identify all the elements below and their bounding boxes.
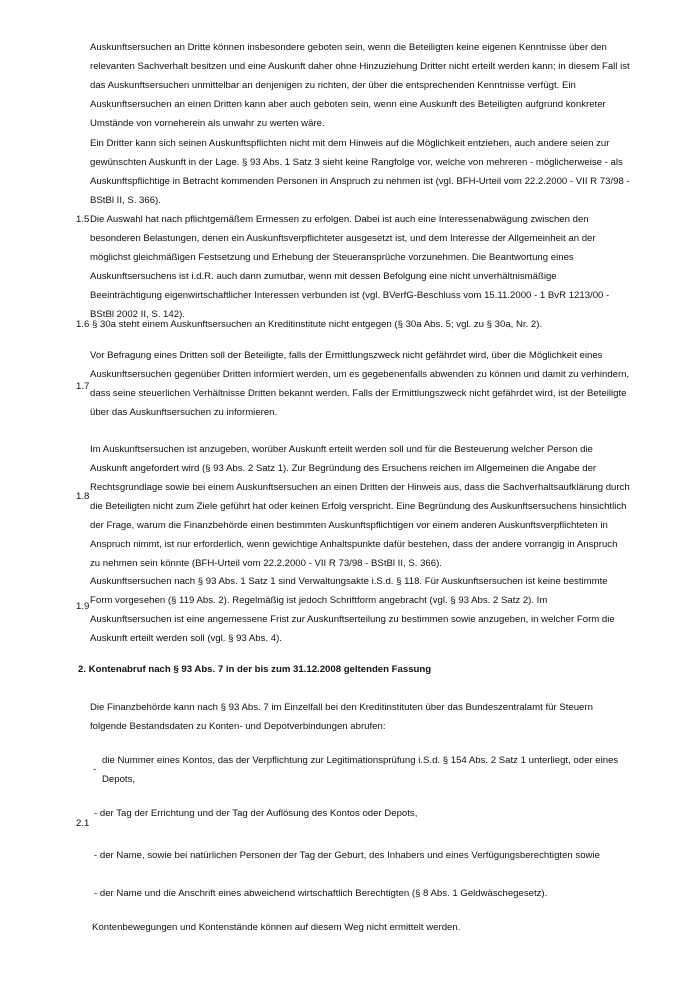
section-heading-2: 2. Kontenabruf nach § 93 Abs. 7 in der bis zum 31.12.2008 geltenden Fassung bbox=[78, 664, 432, 675]
section-number-1-8: 1.8 bbox=[76, 491, 90, 502]
paragraph-1-8: Im Auskunftsersuchen ist anzugeben, worüber Auskunft erteilt werden soll und für die Besteuerung welcher Person die Auskunft angefordert wird (§ 93 Abs. 2 Satz 1). Zur Begründung des Ersuchens reichen im Allgemeinen die Angabe der Rechtsgrundlage sowie bei einem Auskunftsersuchen an einen Dritten der Hinweis aus, dass die Sachverhaltsaufklärung durch die Beteiligten nicht zum Ziele geführt hat oder keinen Erfolg verspricht. Eine Begründung des Auskunftsersuchens hinsichtlich der Frage, warum die Finanzbehörde einen bestimmten Auskunftspflichtigen vor einem anderen Auskunftsverpflichteten in Anspruch nimmt, ist nur erforderlich, wenn gewichtige Anhaltspunkte dafür bestehen, dass der andere vorrangig in Anspruch zu nehmen sein könnte (BFH-Urteil vom 22.2.2000 - VII R 73/98 - BStBl II, S. 366). bbox=[90, 444, 630, 569]
paragraph-kontenbewegungen: Kontenbewegungen und Kontenstände können auf diesem Weg nicht ermittelt werden. bbox=[92, 922, 461, 933]
section-number-1-6: 1.6 bbox=[76, 319, 90, 330]
list-dash-1: - bbox=[93, 764, 97, 775]
section-number-1-7: 1.7 bbox=[76, 381, 90, 392]
paragraph-1-9: Auskunftsersuchen nach § 93 Abs. 1 Satz 1 sind Verwaltungsakte i.S.d. § 118. Für Auskunftsersuchen ist keine bestimmte Form vorgesehen (§ 119 Abs. 2). Regelmäßig ist jedoch Schriftform angebracht (vgl. § 93 Abs. 2 Satz 2). Im Auskunftsersuchen ist eine angemessene Frist zur Auskunftserteilung zu bestimmen sowie anzugeben, in welcher Form die Auskunft erteilt werden soll (vgl. § 93 Abs. 4). bbox=[90, 576, 615, 644]
section-number-1-9: 1.9 bbox=[76, 601, 90, 612]
paragraph-dritter-auskunftspflichten: Ein Dritter kann sich seinen Auskunftspflichten nicht mit dem Hinweis auf die Möglichkeit entziehen, auch andere seien zur gewünschten Auskunft in der Lage. § 93 Abs. 1 Satz 3 sieht keine Rangfolge vor, welche von mehreren - möglicherweise - als Auskunftspflichtige in Betracht kommenden Personen in Anspruch zu nehmen ist (vgl. BFH-Urteil vom 22.2.2000 - VII R 73/98 - BStBl II, S. 366). bbox=[90, 138, 630, 206]
paragraph-1-6: § 30a steht einem Auskunftsersuchen an Kreditinstitute nicht entgegen (§ 30a Abs. 5; vgl. zu § 30a, Nr. 2). bbox=[92, 319, 543, 330]
paragraph-kontenabruf-intro: Die Finanzbehörde kann nach § 93 Abs. 7 im Einzelfall bei den Kreditinstituten über das Bundeszentralamt für Steuern folgende Bestandsdaten zu Konten- und Depotverbindungen abrufen: bbox=[90, 702, 593, 732]
paragraph-auskunftsersuchen-dritte: Auskunftsersuchen an Dritte können insbesondere geboten sein, wenn die Beteiligten keine eigenen Kenntnisse über den relevanten Sachverhalt besitzen und eine Auskunft daher ohne Hinzuziehung Dritter nicht erteilt werden kann; in diesem Fall ist das Auskunftsersuchen unmittelbar an denjenigen zu richten, der über die entsprechenden Kenntnisse verfügt. Ein Auskunftsersuchen an einen Dritten kann aber auch geboten sein, wenn eine Auskunft des Beteiligten aufgrund konkreter Umstände von vorneherein als unwahr zu werten wäre. bbox=[90, 42, 630, 129]
paragraph-1-5: Die Auswahl hat nach pflichtgemäßem Ermessen zu erfolgen. Dabei ist auch eine Interessenabwägung zwischen den besonderen Belastungen, denen ein Auskunftsverpflichteter ausgesetzt ist, und dem Interesse der Allgemeinheit an der möglichst gleichmäßigen Festsetzung und Erhebung der Steueransprüche vorzunehmen. Die Beantwortung eines Auskunftsersuchens ist i.d.R. auch dann zumutbar, wenn mit dessen Befolgung eine nicht unverhältnismäßige Beeinträchtigung eigenwirtschaftlicher Interessen verbunden ist (vgl. BVerfG-Beschluss vom 15.11.2000 - 1 BvR 1213/00 - BStBl 2002 II, S. 142). bbox=[90, 214, 610, 320]
list-item-kontonummer: die Nummer eines Kontos, das der Verpflichtung zur Legitimationsprüfung i.S.d. § 154 Abs. 2 Satz 1 unterliegt, oder eines Depots, bbox=[102, 755, 619, 785]
list-item-name-geburt: - der Name, sowie bei natürlichen Personen der Tag der Geburt, des Inhabers und eines Verfügungsberechtigten sowie bbox=[94, 850, 600, 861]
list-item-errichtung: - der Tag der Errichtung und der Tag der Auflösung des Kontos oder Depots, bbox=[94, 808, 418, 819]
list-item-wirtschaftlich-berechtigter: - der Name und die Anschrift eines abweichend wirtschaftlich Berechtigten (§ 8 Abs. 1 Geldwäschegesetz). bbox=[94, 888, 548, 899]
section-number-1-5: 1.5 bbox=[76, 214, 90, 225]
section-number-2-1: 2.1 bbox=[76, 818, 90, 829]
paragraph-1-7: Vor Befragung eines Dritten soll der Beteiligte, falls der Ermittlungszweck nicht gefährdet wird, über die Möglichkeit eines Auskunftsersuchen gegenüber Dritten informiert werden, um es gegebenenfalls abwenden zu können und damit zu verhindern, dass seine steuerlichen Verhältnisse Dritten bekannt werden. Falls der Ermittlungszweck nicht gefährdet wird, ist der Beteiligte über das Auskunftsersuchen zu informieren. bbox=[90, 350, 630, 418]
